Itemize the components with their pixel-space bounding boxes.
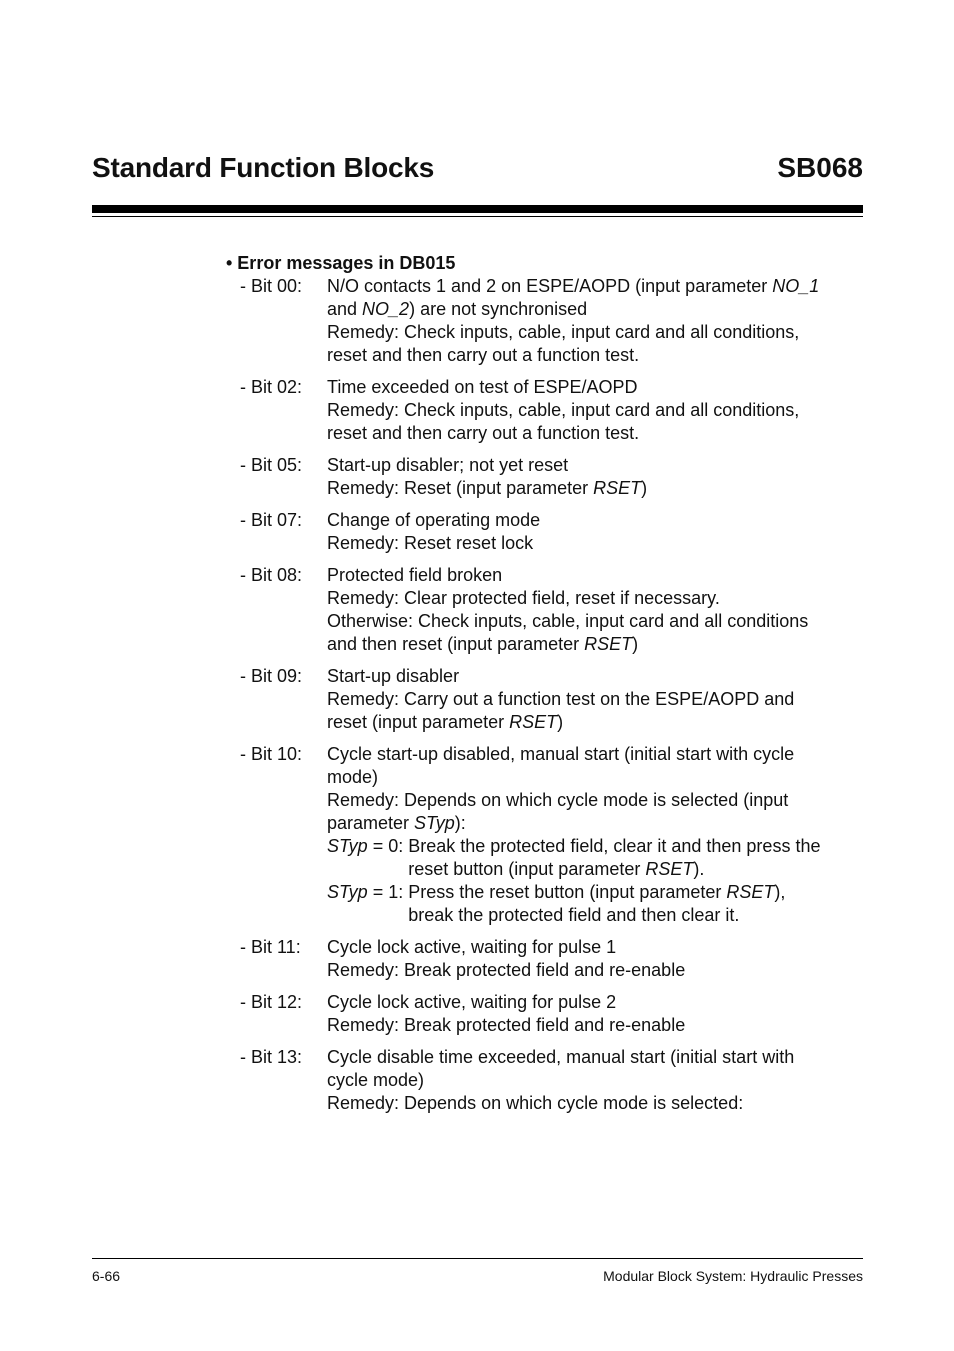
entry-line <box>327 564 866 587</box>
entry-bit <box>226 275 866 367</box>
entry-line <box>327 321 866 344</box>
entries-after <box>226 936 866 1115</box>
entry-line <box>327 422 866 445</box>
entry-line <box>327 1092 866 1115</box>
entry-label: - Bit 11: <box>240 937 301 957</box>
entry-line <box>408 881 785 904</box>
text-run: Remedy: Check inputs, cable, input card and all conditions, <box>327 400 800 420</box>
entry-line <box>327 665 866 688</box>
entry-line: Break the protected field, clear it and then press the <box>408 836 821 856</box>
entry-label: - Bit 10: <box>240 744 303 764</box>
text-run: = 1: <box>367 882 409 902</box>
param-name: RSET <box>509 712 558 732</box>
styp-1-option <box>327 881 866 927</box>
text-run: Remedy: Clear protected field, reset if necessary. <box>327 588 720 608</box>
entry-body <box>327 376 866 445</box>
entry-line <box>327 1069 866 1092</box>
header-rule-thick <box>92 205 863 213</box>
footer-rule <box>92 1258 863 1259</box>
text-run: Remedy: Break protected field and re-enable <box>327 1015 686 1035</box>
param-name: RSET <box>584 634 633 654</box>
entry-label: - Bit 02: <box>240 377 303 397</box>
entry-line: Remedy: Depends on which cycle mode is selected (input <box>327 790 789 810</box>
entry-line <box>327 399 866 422</box>
page-number: 6-66 <box>92 1268 121 1284</box>
text-run: Cycle lock active, waiting for pulse 1 <box>327 937 617 957</box>
entry-body <box>327 743 866 927</box>
text-run: reset and then carry out a function test. <box>327 423 640 443</box>
entry-line <box>327 991 866 1014</box>
text-run: ) are not synchronised <box>409 299 588 319</box>
entries-before <box>226 275 866 734</box>
block-code: SB068 <box>777 152 863 183</box>
section-heading: • Error messages in DB015 <box>226 253 456 273</box>
entry-line <box>327 936 866 959</box>
entry-line <box>327 812 866 835</box>
param-name: NO_2 <box>362 299 410 319</box>
entry-line <box>327 688 866 711</box>
entry-bit <box>226 509 866 555</box>
text-run: Cycle lock active, waiting for pulse 2 <box>327 992 617 1012</box>
entry-line <box>327 1014 866 1037</box>
text-run: cycle mode) <box>327 1070 425 1090</box>
entry-line <box>327 1046 866 1069</box>
text-run: Start-up disabler <box>327 666 460 686</box>
text-run: reset (input parameter <box>327 712 510 732</box>
entry-label: - Bit 13: <box>240 1047 303 1067</box>
text-run: and then reset (input parameter <box>327 634 585 654</box>
param-name: STyp <box>327 882 368 902</box>
entry-line <box>327 477 866 500</box>
page-title: Standard Function Blocks <box>92 152 435 183</box>
text-run: Cycle disable time exceeded, manual start (initial start with <box>327 1047 795 1067</box>
text-run: Time exceeded on test of ESPE/AOPD <box>327 377 638 397</box>
header-rule-thin <box>92 216 863 217</box>
entry-body <box>327 275 866 367</box>
entry-body <box>327 564 866 656</box>
entry-line <box>327 532 866 555</box>
text-run: N/O contacts 1 and 2 on ESPE/AOPD (input parameter <box>327 276 773 296</box>
entry-line: break the protected field and then clear it. <box>408 905 740 925</box>
text-run: and <box>327 299 363 319</box>
entry-line <box>327 610 866 633</box>
entry-body <box>327 454 866 500</box>
entry-bit <box>226 991 866 1037</box>
styp-key <box>327 881 408 927</box>
text-run: Protected field broken <box>327 565 503 585</box>
entry-line <box>327 711 866 734</box>
entry-body <box>327 509 866 555</box>
text-run: ) <box>641 478 648 498</box>
text-run: Remedy: Reset (input parameter <box>327 478 594 498</box>
entry-line <box>327 376 866 399</box>
entry-bit <box>226 936 866 982</box>
text-run: ), <box>774 882 786 902</box>
entry-bit <box>226 454 866 500</box>
text-run: Press the reset button (input parameter <box>408 882 727 902</box>
entry-label: - Bit 07: <box>240 510 303 530</box>
entry-label: - Bit 12: <box>240 992 303 1012</box>
entry-bit-10 <box>226 743 866 927</box>
text-run: reset and then carry out a function test. <box>327 345 640 365</box>
entry-line: mode) <box>327 767 379 787</box>
entry-label: - Bit 00: <box>240 276 303 296</box>
text-run: Start-up disabler; not yet reset <box>327 455 569 475</box>
text-run: ). <box>693 859 705 879</box>
document-title: Modular Block System: Hydraulic Presses <box>603 1268 863 1284</box>
text-run: reset button (input parameter <box>408 859 646 879</box>
entry-bit <box>226 376 866 445</box>
styp-key <box>327 835 408 881</box>
entry-line <box>327 275 866 298</box>
entry-label: - Bit 08: <box>240 565 303 585</box>
styp-0-option <box>327 835 866 881</box>
entry-line <box>327 959 866 982</box>
text-run: Remedy: Depends on which cycle mode is selected: <box>327 1093 744 1113</box>
entry-line <box>327 454 866 477</box>
entry-bit <box>226 564 866 656</box>
entry-line <box>408 858 820 881</box>
styp-value <box>408 835 820 881</box>
entry-line <box>327 587 866 610</box>
entry-line <box>327 633 866 656</box>
text-run: Remedy: Check inputs, cable, input card and all conditions, <box>327 322 800 342</box>
param-name: RSET <box>645 859 694 879</box>
param-name: STyp <box>414 813 455 833</box>
entry-body <box>327 991 866 1037</box>
entry-line <box>327 298 866 321</box>
text-run: Remedy: Break protected field and re-enable <box>327 960 686 980</box>
text-run: Remedy: Carry out a function test on the ESPE/AOPD and <box>327 689 795 709</box>
entry-line <box>327 344 866 367</box>
entry-label: - Bit 09: <box>240 666 303 686</box>
text-run: Remedy: Reset reset lock <box>327 533 534 553</box>
text-run: ) <box>557 712 564 732</box>
text-run: ): <box>454 813 466 833</box>
param-name: STyp <box>327 836 368 856</box>
param-name: NO_1 <box>772 276 820 296</box>
entry-label: - Bit 05: <box>240 455 303 475</box>
text-run: parameter <box>327 813 415 833</box>
entry-line: Cycle start-up disabled, manual start (initial start with cycle <box>327 744 795 764</box>
styp-value <box>408 881 785 927</box>
error-messages-section <box>226 252 866 1124</box>
entry-line <box>327 509 866 532</box>
entry-bit <box>226 1046 866 1115</box>
entry-bit <box>226 665 866 734</box>
entry-body <box>327 936 866 982</box>
text-run: Otherwise: Check inputs, cable, input card and all conditions <box>327 611 809 631</box>
param-name: RSET <box>593 478 642 498</box>
text-run: ) <box>632 634 639 654</box>
text-run: = 0: <box>367 836 409 856</box>
text-run: Change of operating mode <box>327 510 541 530</box>
entry-body <box>327 1046 866 1115</box>
entry-body <box>327 665 866 734</box>
param-name: RSET <box>726 882 775 902</box>
